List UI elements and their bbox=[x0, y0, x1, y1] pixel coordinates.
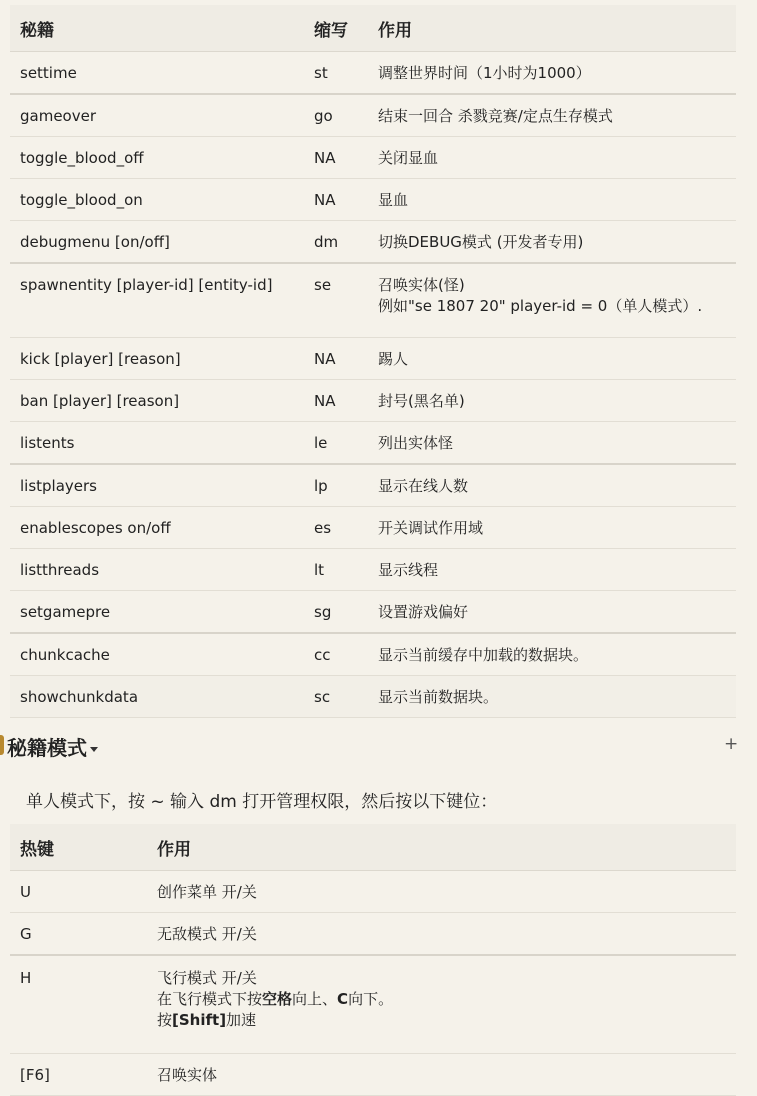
table-row bbox=[10, 380, 736, 422]
cmd-cell: showchunkdata bbox=[10, 676, 304, 718]
abbr-cell: NA bbox=[304, 137, 368, 179]
abbr-cell: st bbox=[304, 52, 368, 95]
cmd-cell: settime bbox=[10, 52, 304, 95]
table-row bbox=[10, 221, 736, 264]
table-row bbox=[10, 955, 736, 1054]
abbr-cell: NA bbox=[304, 380, 368, 422]
abbr-cell: cc bbox=[304, 633, 368, 676]
desc-text: 向下。 bbox=[348, 990, 394, 1008]
key-name: C bbox=[337, 990, 349, 1008]
header-effect: 作用 bbox=[368, 5, 736, 52]
desc-line: 飞行模式 开/关 bbox=[157, 969, 257, 987]
section-title: 秘籍模式 bbox=[7, 736, 87, 760]
table-row bbox=[10, 94, 736, 137]
header-abbr: 缩写 bbox=[304, 5, 368, 52]
desc-cell: 显示当前数据块。 bbox=[368, 676, 736, 718]
section-header bbox=[0, 730, 757, 762]
intro-text: 单人模式下，按 ~ 输入 dm 打开管理权限，然后按以下键位： bbox=[26, 792, 498, 812]
expand-button[interactable]: + bbox=[724, 734, 739, 754]
abbr-cell: es bbox=[304, 507, 368, 549]
abbr-cell: go bbox=[304, 94, 368, 137]
table-row bbox=[10, 507, 736, 549]
cmd-cell: toggle_blood_off bbox=[10, 137, 304, 179]
abbr-cell: NA bbox=[304, 338, 368, 380]
section-marker bbox=[0, 735, 4, 755]
cmd-cell: enablescopes on/off bbox=[10, 507, 304, 549]
desc-cell: 列出实体怪 bbox=[368, 422, 736, 465]
cmd-cell: gameover bbox=[10, 94, 304, 137]
desc-text: 按 bbox=[157, 1011, 173, 1029]
table-row bbox=[10, 338, 736, 380]
key-cell: H bbox=[10, 955, 147, 1054]
table-header-row bbox=[10, 824, 736, 871]
desc-cell: 踢人 bbox=[368, 338, 736, 380]
desc-line: 例如"se 1807 20" player-id = 0（单人模式）. bbox=[378, 297, 703, 315]
key-cell: U bbox=[10, 871, 147, 913]
table-row bbox=[10, 913, 736, 956]
abbr-cell: lt bbox=[304, 549, 368, 591]
cmd-cell: kick [player] [reason] bbox=[10, 338, 304, 380]
desc-cell: 无敌模式 开/关 bbox=[147, 913, 736, 956]
desc-cell: 显示当前缓存中加载的数据块。 bbox=[368, 633, 736, 676]
desc-line: 召唤实体(怪) bbox=[378, 276, 465, 294]
key-cell: G bbox=[10, 913, 147, 956]
cmd-cell: ban [player] [reason] bbox=[10, 380, 304, 422]
table-row bbox=[10, 676, 736, 718]
key-cell: [F6] bbox=[10, 1054, 147, 1096]
table-row bbox=[10, 1054, 736, 1096]
desc-cell bbox=[147, 955, 736, 1054]
desc-text: 加速 bbox=[226, 1011, 257, 1029]
header-effect: 作用 bbox=[147, 824, 736, 871]
cmd-cell: listents bbox=[10, 422, 304, 465]
desc-text: 向上、 bbox=[292, 990, 338, 1008]
abbr-cell: se bbox=[304, 263, 368, 338]
abbr-cell: sc bbox=[304, 676, 368, 718]
cheat-table bbox=[10, 5, 736, 718]
cmd-cell: setgamepre bbox=[10, 591, 304, 634]
caret-down-icon bbox=[90, 747, 98, 752]
hotkey-table bbox=[10, 824, 736, 1096]
key-name: 空格 bbox=[262, 990, 293, 1008]
abbr-cell: NA bbox=[304, 179, 368, 221]
cmd-cell: chunkcache bbox=[10, 633, 304, 676]
table-row bbox=[10, 52, 736, 95]
header-cheat: 秘籍 bbox=[10, 5, 304, 52]
cmd-cell: listthreads bbox=[10, 549, 304, 591]
desc-text: 在飞行模式下按 bbox=[157, 990, 263, 1008]
desc-cell: 召唤实体 bbox=[147, 1054, 736, 1096]
desc-cell: 结束一回合 杀戮竞赛/定点生存模式 bbox=[368, 94, 736, 137]
desc-cell: 开关调试作用域 bbox=[368, 507, 736, 549]
desc-cell: 切换DEBUG模式 (开发者专用) bbox=[368, 221, 736, 264]
table-row bbox=[10, 871, 736, 913]
table-row bbox=[10, 263, 736, 338]
section-title-toggle[interactable] bbox=[7, 732, 98, 761]
desc-cell bbox=[368, 263, 736, 338]
cmd-cell: toggle_blood_on bbox=[10, 179, 304, 221]
desc-cell: 设置游戏偏好 bbox=[368, 591, 736, 634]
cmd-cell: spawnentity [player-id] [entity-id] bbox=[10, 263, 304, 338]
header-hotkey: 热键 bbox=[10, 824, 147, 871]
table-row bbox=[10, 137, 736, 179]
abbr-cell: lp bbox=[304, 464, 368, 507]
table-row bbox=[10, 179, 736, 221]
desc-cell: 封号(黑名单) bbox=[368, 380, 736, 422]
table-row bbox=[10, 591, 736, 634]
desc-cell: 显血 bbox=[368, 179, 736, 221]
desc-line bbox=[157, 1010, 726, 1031]
desc-cell: 创作菜单 开/关 bbox=[147, 871, 736, 913]
key-name: [Shift] bbox=[172, 1011, 227, 1029]
abbr-cell: dm bbox=[304, 221, 368, 264]
desc-cell: 关闭显血 bbox=[368, 137, 736, 179]
abbr-cell: le bbox=[304, 422, 368, 465]
desc-line bbox=[157, 989, 726, 1010]
table-row bbox=[10, 549, 736, 591]
table-row bbox=[10, 464, 736, 507]
table-row bbox=[10, 633, 736, 676]
desc-cell: 显示在线人数 bbox=[368, 464, 736, 507]
abbr-cell: sg bbox=[304, 591, 368, 634]
table-header-row bbox=[10, 5, 736, 52]
table-row bbox=[10, 422, 736, 465]
cmd-cell: listplayers bbox=[10, 464, 304, 507]
cmd-cell: debugmenu [on/off] bbox=[10, 221, 304, 264]
desc-cell: 显示线程 bbox=[368, 549, 736, 591]
desc-cell: 调整世界时间（1小时为1000） bbox=[368, 52, 736, 95]
